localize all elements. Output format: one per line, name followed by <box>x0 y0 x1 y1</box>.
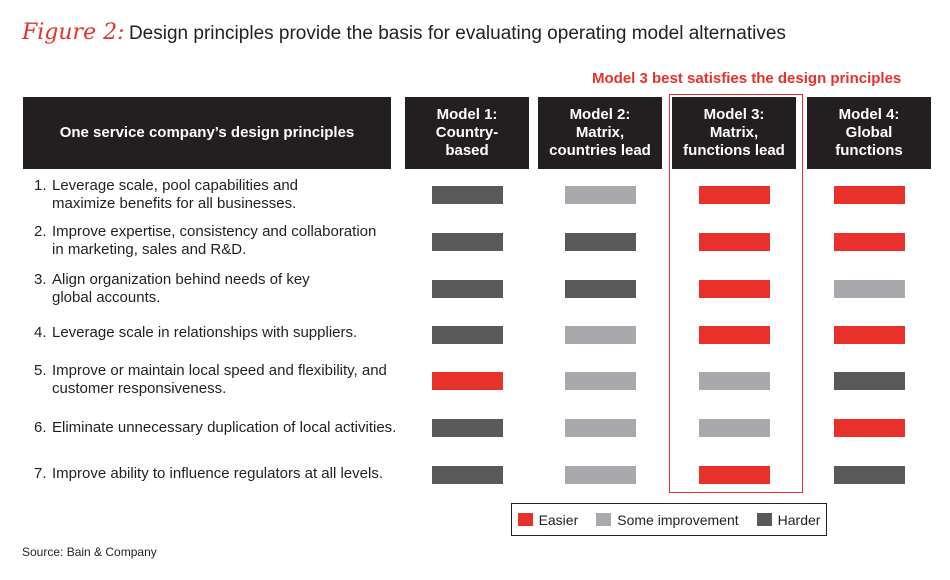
source-note: Source: Bain & Company <box>22 545 157 559</box>
legend-label-harder: Harder <box>777 511 821 528</box>
principle-2-label <box>34 223 404 259</box>
legend-swatch-harder <box>757 513 772 526</box>
principle-number: 6. <box>34 419 47 436</box>
rating-bar-principle-3-model-4 <box>834 280 905 298</box>
rating-bar-principle-7-model-1 <box>432 466 503 484</box>
legend-item-harder <box>757 512 821 528</box>
rating-bar-principle-2-model-4 <box>834 233 905 251</box>
rating-bar-principle-5-model-4 <box>834 372 905 390</box>
rating-bar-principle-6-model-1 <box>432 419 503 437</box>
principles-column-header: One service company’s design principles <box>23 97 391 169</box>
rating-bar-principle-6-model-2 <box>565 419 636 437</box>
rating-bar-principle-3-model-1 <box>432 280 503 298</box>
principle-number: 1. <box>34 177 47 194</box>
figure-title <box>22 20 786 45</box>
legend-label-easier: Easier <box>538 511 579 528</box>
principle-text: Improve ability to influence regulators at all levels. <box>52 465 383 482</box>
principle-6-label <box>34 419 404 437</box>
principle-number: 5. <box>34 362 47 379</box>
rating-bar-principle-2-model-3 <box>699 233 770 251</box>
rating-bar-principle-1-model-1 <box>432 186 503 204</box>
model-2-column-header: Model 2: Matrix, countries lead <box>538 97 662 169</box>
legend-label-some-improvement: Some improvement <box>617 511 739 528</box>
rating-bar-principle-5-model-1 <box>432 372 503 390</box>
principle-number: 7. <box>34 465 47 482</box>
principle-text: Align organization behind needs of key global accounts. <box>52 271 310 306</box>
principle-text: Improve or maintain local speed and flexibility, and customer responsiveness. <box>52 362 387 397</box>
principle-7-label <box>34 465 404 483</box>
legend <box>511 503 827 536</box>
model-3-callout: Model 3 best satisfies the design principles <box>592 70 902 87</box>
rating-bar-principle-2-model-1 <box>432 233 503 251</box>
figure-title-text: Design principles provide the basis for evaluating operating model alternatives <box>128 23 786 44</box>
rating-bar-principle-5-model-2 <box>565 372 636 390</box>
principle-text: Eliminate unnecessary duplication of local activities. <box>52 419 397 436</box>
principle-number: 3. <box>34 271 47 288</box>
rating-bar-principle-3-model-2 <box>565 280 636 298</box>
rating-bar-principle-6-model-3 <box>699 419 770 437</box>
principle-text: Leverage scale in relationships with suppliers. <box>52 324 358 341</box>
rating-bar-principle-6-model-4 <box>834 419 905 437</box>
figure-label: Figure 2: <box>22 20 125 45</box>
rating-bar-principle-7-model-3 <box>699 466 770 484</box>
model-4-column-header: Model 4: Global functions <box>807 97 931 169</box>
principle-4-label <box>34 324 404 342</box>
model-1-column-header: Model 1: Country- based <box>405 97 529 169</box>
principle-3-label <box>34 271 404 307</box>
rating-bar-principle-2-model-2 <box>565 233 636 251</box>
principle-1-label <box>34 177 404 213</box>
rating-bar-principle-4-model-4 <box>834 326 905 344</box>
legend-item-some-improvement <box>596 512 738 528</box>
legend-swatch-some-improvement <box>596 513 611 526</box>
principle-5-label <box>34 362 404 398</box>
principle-text: Improve expertise, consistency and collaboration in marketing, sales and R&D. <box>52 223 377 258</box>
legend-item-easier <box>518 512 579 528</box>
rating-bar-principle-7-model-4 <box>834 466 905 484</box>
rating-bar-principle-7-model-2 <box>565 466 636 484</box>
principle-number: 4. <box>34 324 47 341</box>
principle-number: 2. <box>34 223 47 240</box>
rating-bar-principle-3-model-3 <box>699 280 770 298</box>
legend-swatch-easier <box>518 513 533 526</box>
principle-text: Leverage scale, pool capabilities and maximize benefits for all businesses. <box>52 177 298 212</box>
rating-bar-principle-1-model-3 <box>699 186 770 204</box>
rating-bar-principle-1-model-4 <box>834 186 905 204</box>
model-3-column-header: Model 3: Matrix, functions lead <box>672 97 796 169</box>
rating-bar-principle-1-model-2 <box>565 186 636 204</box>
rating-bar-principle-4-model-2 <box>565 326 636 344</box>
rating-bar-principle-4-model-1 <box>432 326 503 344</box>
rating-bar-principle-4-model-3 <box>699 326 770 344</box>
rating-bar-principle-5-model-3 <box>699 372 770 390</box>
